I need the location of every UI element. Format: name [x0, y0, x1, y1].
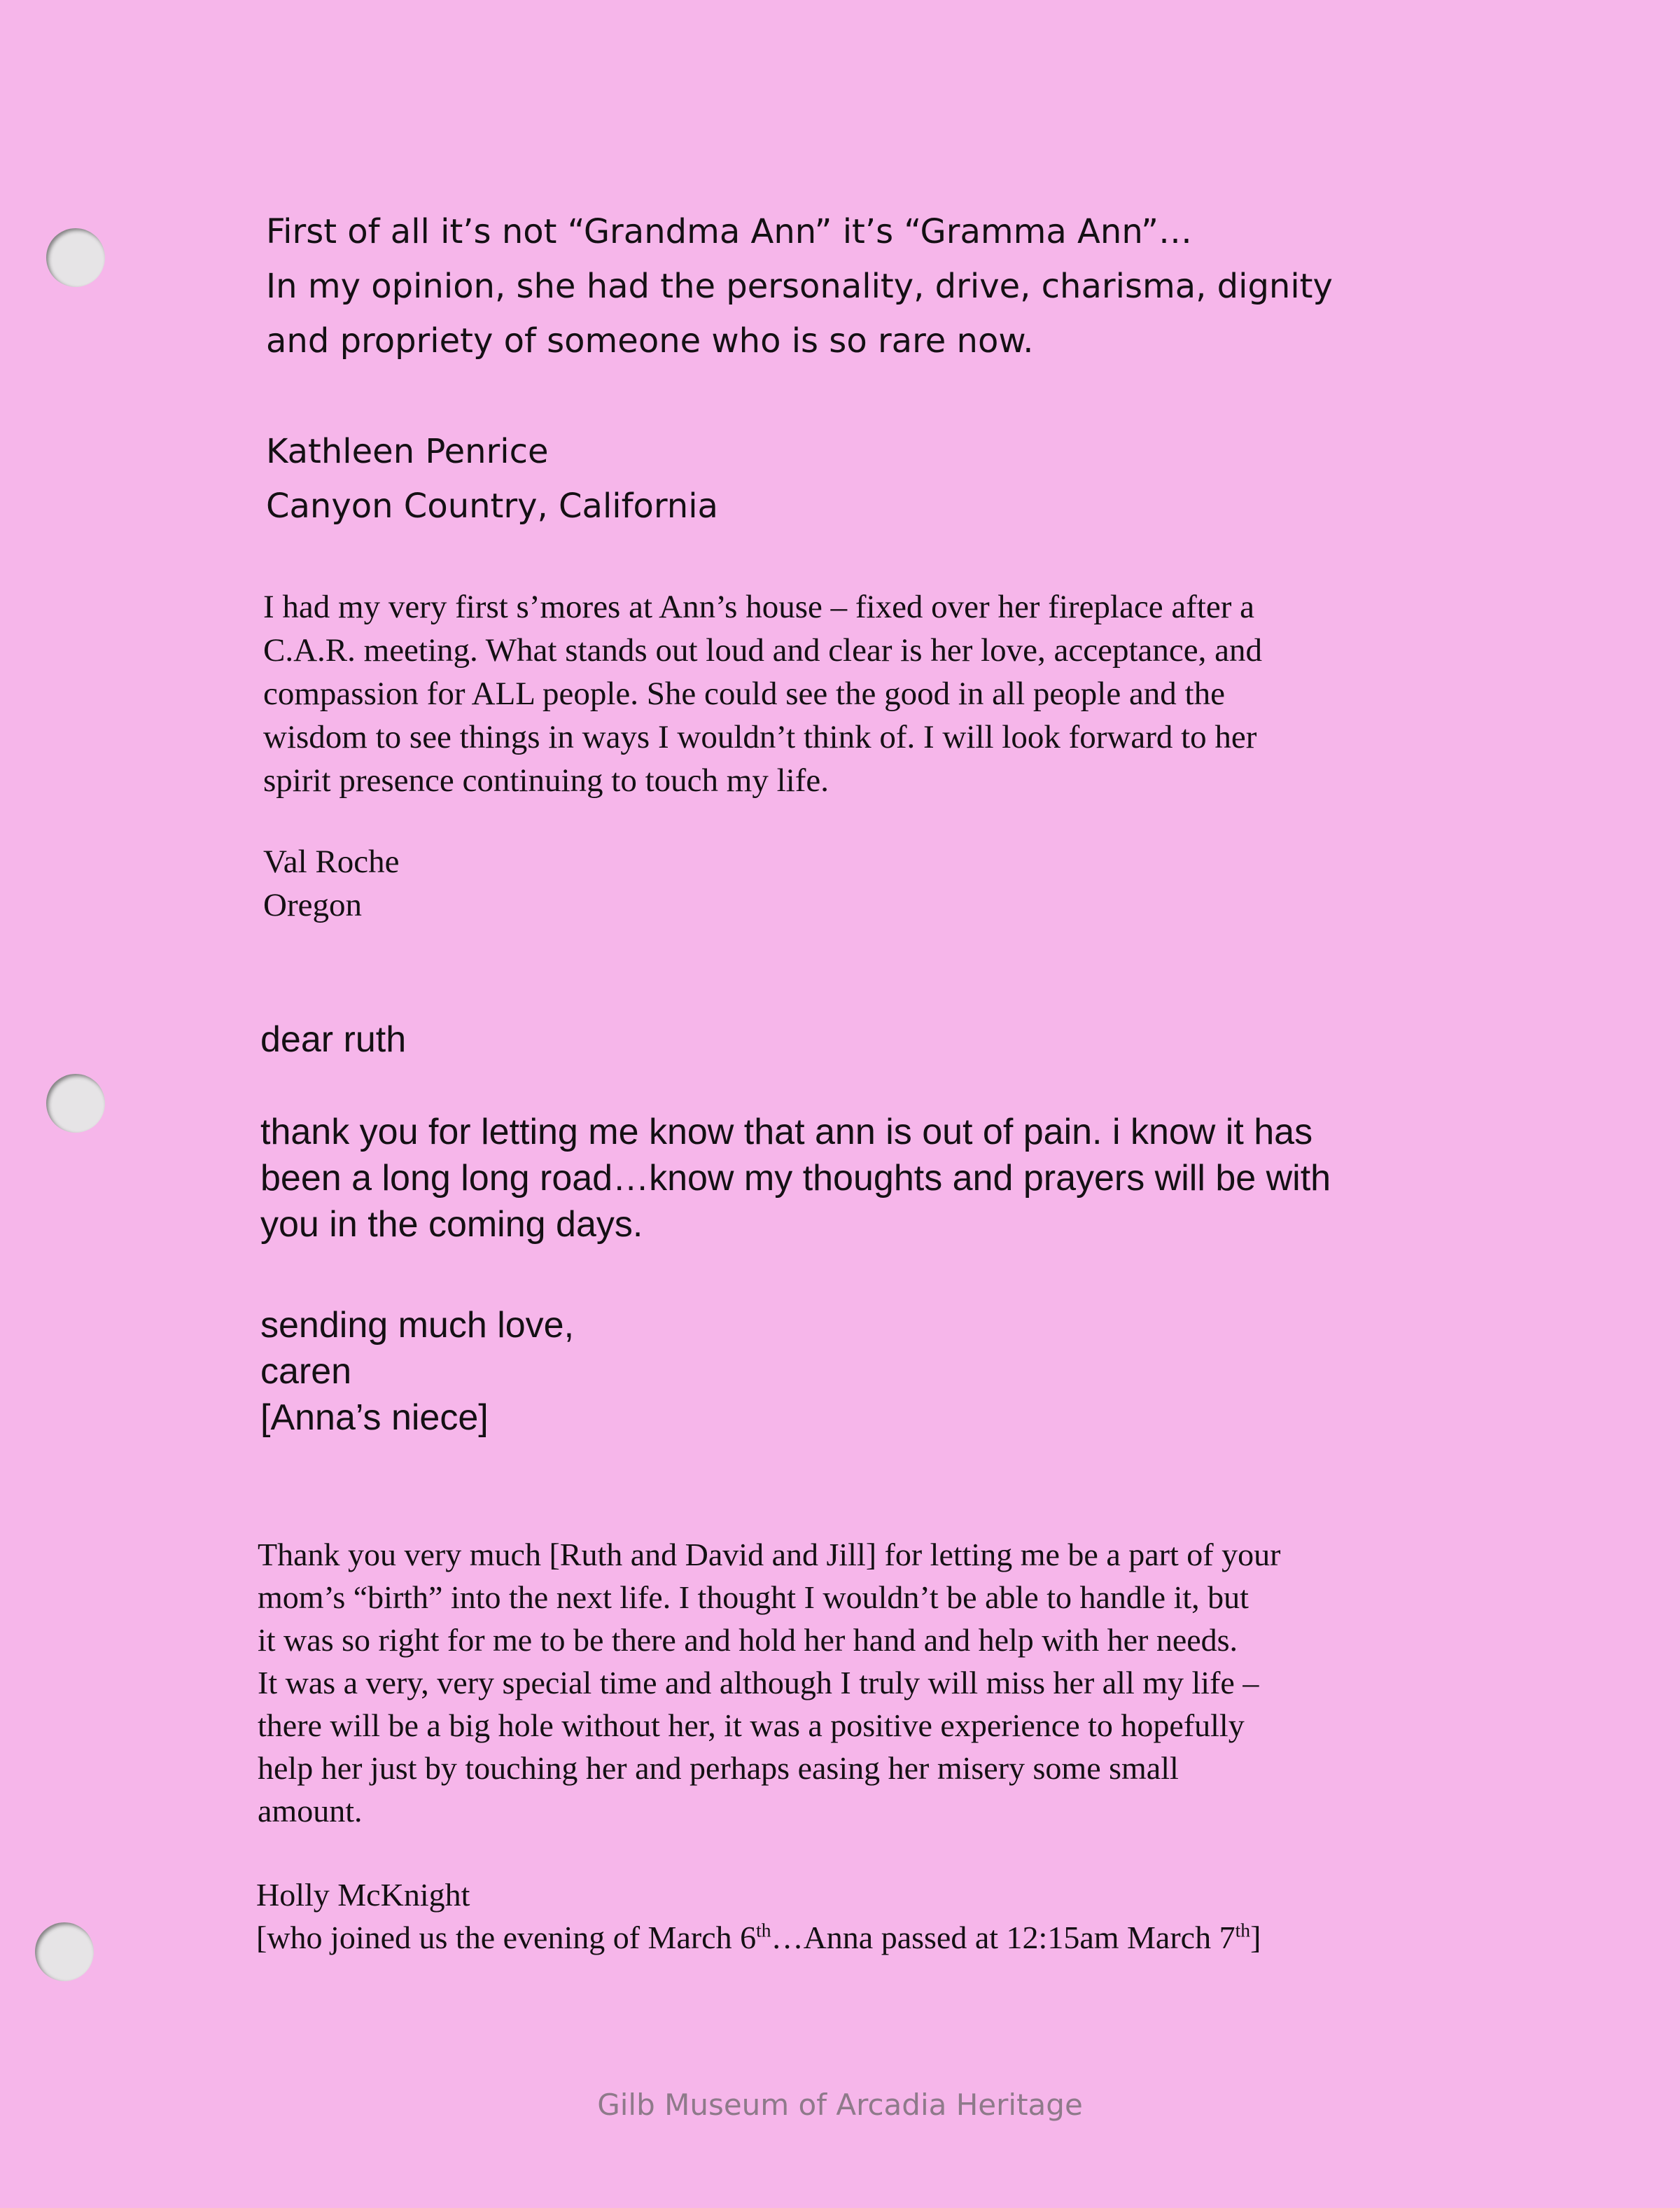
text-line: amount.: [258, 1793, 363, 1829]
note-text: [who joined us the evening of March 6: [256, 1920, 757, 1955]
signature-location: Oregon: [263, 887, 362, 923]
signature-note: [256, 1916, 1261, 1959]
text-line: and propriety of someone who is so rare now.: [266, 321, 1034, 361]
binder-hole: [35, 1922, 94, 1981]
text-line: spirit presence continuing to touch my life.: [263, 762, 829, 799]
watermark-footer: Gilb Museum of Arcadia Heritage: [597, 2088, 1083, 2122]
note-superscript: th: [1235, 1919, 1251, 1941]
text-line: Thank you very much [Ruth and David and Jill] for letting me be a part of your: [258, 1537, 1281, 1572]
note-text: ]: [1250, 1920, 1261, 1955]
text-line: In my opinion, she had the personality, drive, charisma, dignity: [266, 267, 1333, 306]
entry-3-paragraph: [260, 1109, 1331, 1248]
signature-name: caren: [260, 1351, 352, 1392]
note-text: …Anna passed at 12:15am March 7: [771, 1920, 1236, 1955]
entry-1-paragraph: [266, 204, 1333, 368]
entry-3-signature: [260, 1302, 574, 1441]
text-line: compassion for ALL people. She could see the good in all people and the: [263, 676, 1225, 712]
binder-hole: [46, 1074, 105, 1133]
text-line: thank you for letting me know that ann is out of pain. i know it has: [260, 1112, 1313, 1152]
text-line: It was a very, very special time and although I truly will miss her all my life –: [258, 1665, 1259, 1700]
text-line: help her just by touching her and perhaps easing her misery some small: [258, 1750, 1179, 1786]
text-line: it was so right for me to be there and hold her hand and help with her needs.: [258, 1622, 1238, 1658]
signature-name: Kathleen Penrice: [266, 432, 549, 471]
entry-1-signature: [266, 424, 718, 533]
entry-4-paragraph: [258, 1533, 1280, 1832]
entry-2-signature: [263, 840, 399, 927]
text-line: First of all it’s not “Grandma Ann” it’s “Gramma Ann”…: [266, 212, 1192, 251]
note-superscript: th: [756, 1919, 771, 1941]
entry-2-paragraph: [263, 585, 1262, 802]
text-line: I had my very first s’mores at Ann’s house – fixed over her fireplace after a: [263, 589, 1255, 625]
text-line: you in the coming days.: [260, 1204, 643, 1245]
signature-relation: [Anna’s niece]: [260, 1397, 489, 1438]
entry-3-greeting: [260, 1016, 406, 1063]
text-line: mom’s “birth” into the next life. I thought I wouldn’t be able to handle it, but: [258, 1579, 1249, 1615]
entry-4-signature: [256, 1873, 1261, 1959]
binder-hole: [46, 228, 105, 287]
signature-name: Holly McKnight: [256, 1877, 470, 1913]
signature-closing: sending much love,: [260, 1305, 575, 1346]
signature-location: Canyon Country, California: [266, 487, 718, 526]
text-line: there will be a big hole without her, it was a positive experience to hopefully: [258, 1707, 1245, 1743]
text-line: C.A.R. meeting. What stands out loud and clear is her love, acceptance, and: [263, 632, 1262, 669]
signature-name: Val Roche: [263, 844, 400, 880]
text-line: wisdom to see things in ways I wouldn’t think of. I will look forward to her: [263, 719, 1257, 755]
text-line: been a long long road…know my thoughts and prayers will be with: [260, 1158, 1331, 1199]
greeting: dear ruth: [260, 1019, 407, 1060]
